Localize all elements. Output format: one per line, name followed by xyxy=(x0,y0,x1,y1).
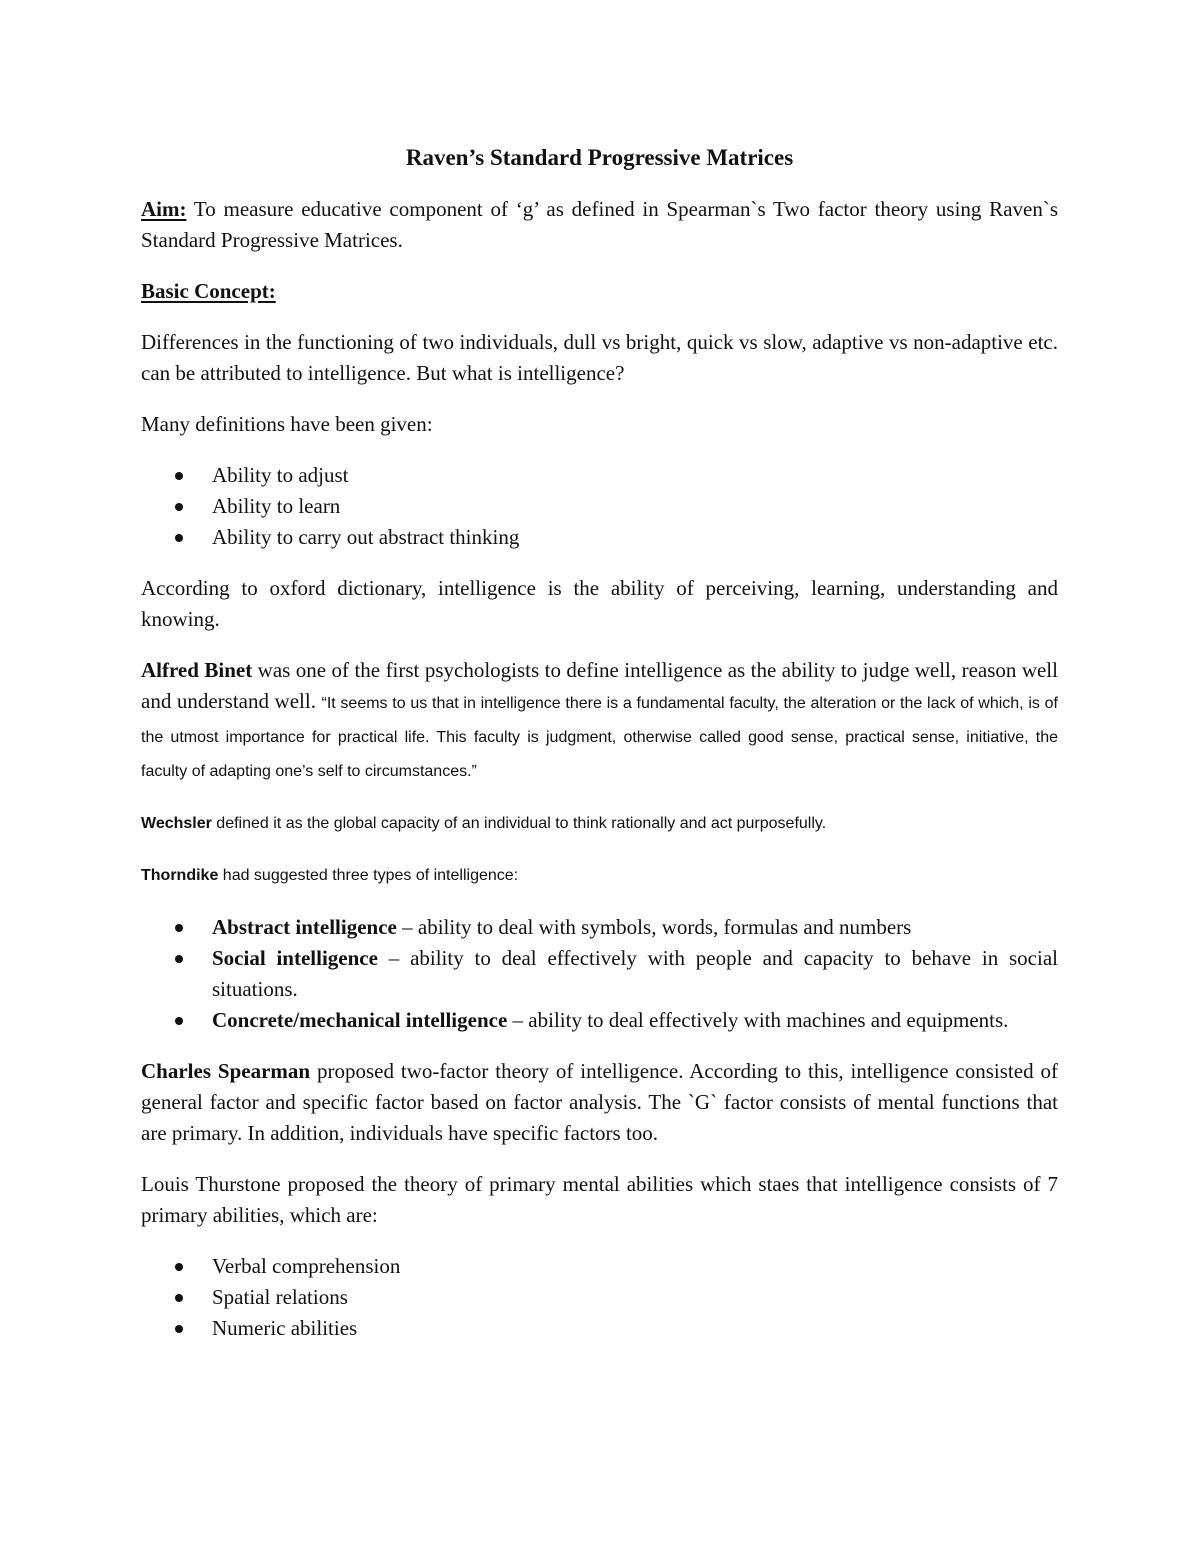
basic-concept-label: Basic Concept: xyxy=(141,279,276,303)
basic-concept-heading xyxy=(141,276,1058,307)
aim-paragraph xyxy=(141,194,1058,256)
list-item xyxy=(141,1282,1058,1313)
list-item-text: Ability to adjust xyxy=(212,463,349,487)
bullet-icon xyxy=(175,534,183,542)
binet-quote: “It seems to us that in intelligence there is a fundamental faculty, the alteration or the lack of which, is of the utmost importance for practical life. This faculty is judgment, otherwise called good sense, practical sense, initiative, the faculty of adapting one’s self to circumstances.” xyxy=(141,695,1058,780)
spearman-paragraph xyxy=(141,1056,1058,1149)
type-desc: – ability to deal effectively with people and capacity to behave in social situations. xyxy=(212,946,1058,1001)
binet-paragraph xyxy=(141,655,1058,788)
binet-name: Alfred Binet xyxy=(141,658,253,682)
list-item xyxy=(141,1005,1058,1036)
list-item-text: Ability to learn xyxy=(212,494,341,518)
oxford-paragraph: According to oxford dictionary, intelligence is the ability of perceiving, learning, understanding and knowing. xyxy=(141,576,1058,631)
thorndike-paragraph xyxy=(141,860,1058,892)
binet-text: was one of the first psychologists to define intelligence as the ability to judge well, reason well and understand well. xyxy=(141,658,1058,713)
thorndike-name: Thorndike xyxy=(141,867,219,884)
type-term: Abstract intelligence xyxy=(212,915,397,939)
type-term: Social intelligence xyxy=(212,946,378,970)
type-term: Concrete/mechanical intelligence xyxy=(212,1008,508,1032)
list-item xyxy=(141,912,1058,943)
list-item xyxy=(141,1251,1058,1282)
list-item xyxy=(141,491,1058,522)
spearman-name: Charles Spearman xyxy=(141,1059,311,1083)
bullet-icon xyxy=(175,1017,183,1025)
thurstone-paragraph: Louis Thurstone proposed the theory of primary mental abilities which staes that intelligence consists of 7 primary abilities, which are: xyxy=(141,1172,1058,1227)
bullet-icon xyxy=(175,924,183,932)
definitions-intro: Many definitions have been given: xyxy=(141,412,433,436)
spearman-text: proposed two-factor theory of intelligence. According to this, intelligence consisted of general factor and specific factor based on factor analysis. The `G` factor consists of mental functions that are primary. In addition, individuals have specific factors too. xyxy=(141,1059,1059,1145)
type-desc: – ability to deal with symbols, words, formulas and numbers xyxy=(396,915,912,939)
list-item-text: Numeric abilities xyxy=(212,1316,358,1340)
intelligence-types-list xyxy=(141,912,1058,1036)
wechsler-paragraph xyxy=(141,808,1058,840)
list-item-text: Spatial relations xyxy=(212,1285,348,1309)
definitions-list xyxy=(141,460,1058,553)
list-item xyxy=(141,1313,1058,1344)
document-page xyxy=(141,142,1058,1364)
list-item xyxy=(141,943,1058,1005)
bullet-icon xyxy=(175,955,183,963)
list-item-text: Ability to carry out abstract thinking xyxy=(212,525,520,549)
wechsler-text: defined it as the global capacity of an individual to think rationally and act purposefully. xyxy=(211,815,827,832)
abilities-list xyxy=(141,1251,1058,1344)
basic-concept-paragraph: Differences in the functioning of two individuals, dull vs bright, quick vs slow, adaptive vs non-adaptive etc. can be attributed to intelligence. But what is intelligence? xyxy=(141,330,1058,385)
list-item xyxy=(141,460,1058,491)
bullet-icon xyxy=(175,1263,183,1271)
bullet-icon xyxy=(175,1325,183,1333)
bullet-icon xyxy=(175,472,183,480)
wechsler-name: Wechsler xyxy=(141,815,212,832)
bullet-icon xyxy=(175,503,183,511)
aim-text: To measure educative component of ‘g’ as defined in Spearman`s Two factor theory using Raven`s Standard Progressive Matrices. xyxy=(141,197,1058,252)
list-item xyxy=(141,522,1058,553)
bullet-icon xyxy=(175,1294,183,1302)
thorndike-text: had suggested three types of intelligence: xyxy=(218,867,519,884)
list-item-text: Verbal comprehension xyxy=(212,1254,401,1278)
type-desc: – ability to deal effectively with machines and equipments. xyxy=(507,1008,1009,1032)
aim-label: Aim: xyxy=(141,197,187,221)
page-title: Raven’s Standard Progressive Matrices xyxy=(405,145,794,170)
